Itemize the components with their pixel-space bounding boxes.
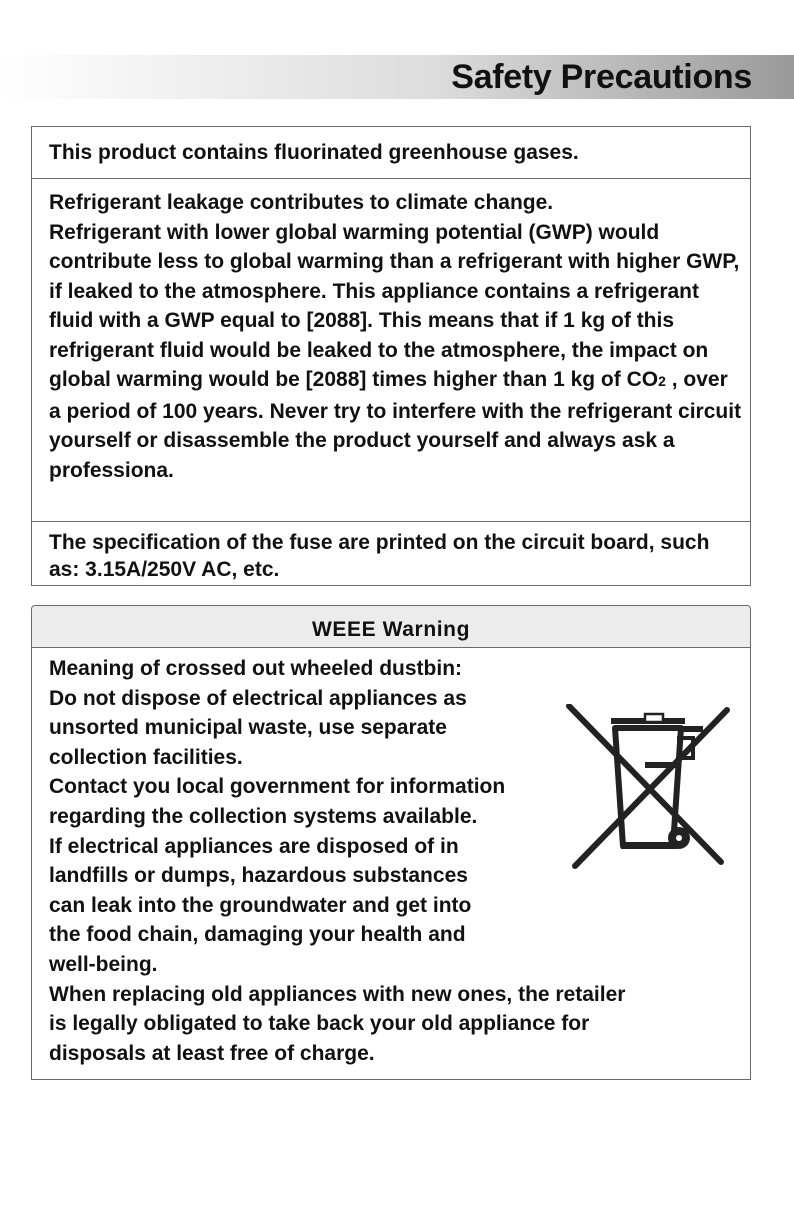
weee-line: Contact you local government for information: [49, 775, 506, 799]
weee-line: Meaning of crossed out wheeled dustbin:: [49, 657, 463, 680]
weee-line: landfills or dumps, hazardous substances: [49, 864, 468, 888]
weee-line: When replacing old appliances with new ones, the retailer: [49, 982, 626, 1006]
weee-title: WEEE Warning: [32, 606, 750, 648]
weee-line: collection facilities.: [49, 745, 243, 769]
weee-line: is legally obligated to take back your old appliance for: [49, 1012, 590, 1036]
weee-line: regarding the collection systems available.: [49, 804, 478, 828]
refrigerant-info-box: [31, 126, 751, 586]
greenhouse-notice-text: This product contains fluorinated greenhouse gases.: [49, 141, 579, 164]
crossed-out-wheeled-bin-icon: [565, 704, 735, 874]
weee-line: If electrical appliances are disposed of in: [49, 834, 459, 858]
weee-line: Do not dispose of electrical appliances as: [49, 686, 467, 710]
header-bar: [0, 55, 794, 99]
greenhouse-notice-row: [32, 127, 750, 178]
weee-warning-box: [31, 605, 751, 1080]
leakage-paragraph: [49, 218, 744, 486]
leakage-heading: Refrigerant leakage contributes to climate change.: [49, 191, 554, 214]
weee-line: well-being.: [49, 952, 158, 976]
fuse-spec-row: [32, 521, 750, 586]
weee-line: disposals at least free of charge.: [49, 1041, 375, 1065]
co2-subscript: 2: [658, 373, 666, 389]
leakage-info-row: [32, 178, 750, 521]
weee-line: the food chain, damaging your health and: [49, 923, 466, 947]
weee-line: can leak into the groundwater and get into: [49, 893, 472, 917]
leakage-info-text: [49, 188, 744, 485]
weee-line: unsorted municipal waste, use separate: [49, 716, 447, 740]
leakage-paragraph-part1: Refrigerant with lower global warming potential (GWP) would contribute less to global warming than a refrigerant with higher GWP, if leaked to the atmosphere. This appliance contains a refrigerant fluid with a GWP equal to [2088]. This means that if 1 kg of this refrigerant fluid would be leaked to the atmosphere, the impact on global warming would be [2088] times higher than 1 kg of CO: [49, 220, 740, 391]
page-title: Safety Precautions: [451, 58, 752, 96]
fuse-spec-text: The specification of the fuse are printed on the circuit board, such as: 3.15A/250V AC, etc.: [49, 531, 710, 581]
leakage-paragraph-part2: , over a period of 100 years. Never try to interfere with the refrigerant circuit yourself or disassemble the product yourself and always ask a professiona.: [49, 368, 742, 482]
